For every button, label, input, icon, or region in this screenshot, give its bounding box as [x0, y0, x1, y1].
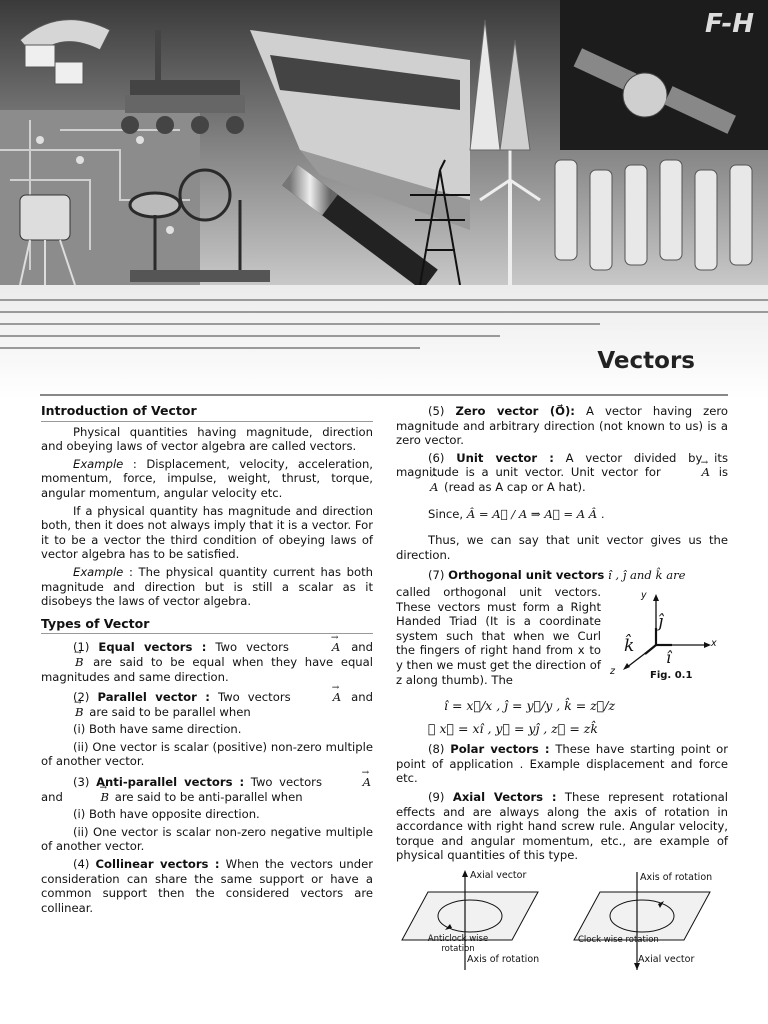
stripe-line — [0, 311, 768, 313]
axis-label-z: z — [610, 666, 615, 677]
title-rule — [40, 394, 728, 396]
item-number: (6) — [428, 450, 457, 465]
term-name: Orthogonal unit vectors — [448, 568, 605, 583]
vector-a-symbol: → A — [668, 465, 712, 480]
since-label: Since, — [428, 506, 464, 521]
text-span: are said to be anti-parallel when — [111, 789, 303, 804]
text-span: Two vectors — [206, 640, 298, 655]
text-span: and — [343, 690, 373, 705]
type-orthogonal-unit-vectors — [396, 568, 728, 583]
intro-paragraph-2: If a physical quantity has magnitude and direction both, then it does not always imply that it is a vector. For it to be a vector the third condition of obeying laws of vector algebra has to be satisfied. — [41, 503, 373, 562]
intro-example-2 — [41, 565, 373, 609]
axis-of-rotation-label: Axis of rotation — [640, 872, 713, 883]
item-number: (2) — [73, 690, 98, 705]
vector-a-symbol: → A — [329, 775, 373, 790]
unit-vector-j-label: ĵ — [658, 612, 664, 632]
item-number: (7) — [428, 568, 449, 583]
orthogonal-equation-1: î = x⃗/x , ĵ = y⃗/y , k̂ = z⃗/z — [444, 698, 616, 714]
axial-diagram-clockwise — [572, 870, 732, 970]
intro-example — [41, 457, 373, 501]
example-text: : The physical quantity current has both magnitude and direction but is still a scalar as it disobeys the laws of vector algebra. — [41, 564, 373, 609]
stripe-line — [0, 323, 600, 325]
text-span: and — [342, 640, 374, 655]
axis-label-y: y — [641, 590, 647, 601]
section-heading-introduction: Introduction of Vector — [41, 404, 373, 422]
anti-parallel-condition-1: (i) Both have opposite direction. — [73, 807, 260, 822]
type-collinear-vectors — [41, 857, 373, 915]
term-name: Collinear vectors : — [95, 857, 220, 872]
vector-a-symbol: → A — [298, 640, 342, 655]
term-name: Unit vector : — [456, 450, 554, 465]
text-span: are said to be parallel when — [85, 704, 251, 719]
stripe-line — [0, 299, 768, 301]
text-span: When the vectors under consideration can share the same support or have a common support then the considered vectors are collinear. — [41, 857, 373, 915]
unit-vector-a-symbol: ^ A — [396, 480, 440, 495]
text-span: Two vectors — [244, 775, 329, 790]
svg-text:F-H: F-H — [705, 9, 755, 39]
type-polar-vectors — [396, 742, 728, 786]
header-stripes — [0, 285, 768, 400]
term-name: Anti-parallel vectors : — [96, 775, 245, 790]
figure-right-handed-triad — [612, 590, 732, 685]
unit-vector-k-label: k̂ — [624, 636, 635, 656]
parallel-condition-1: (i) Both have same direction. — [73, 722, 242, 737]
collage-illustration — [0, 0, 768, 285]
text-span: A vector divided by its magnitude is a unit vector. Unit vector for — [396, 450, 728, 480]
rotation-label: Clock wise rotation — [578, 935, 659, 945]
intro-paragraph: Physical quantities having magnitude, direction and obeying laws of vector algebra are called vectors. — [41, 424, 373, 454]
figure-caption: Fig. 0.1 — [650, 670, 693, 681]
text-span: A vector having zero magnitude and arbitrary direction (not known to us) is a zero vector. — [396, 404, 728, 448]
text-span: Two vectors — [209, 690, 299, 705]
axis-of-rotation-label: Axis of rotation — [467, 954, 540, 965]
type-equal-vectors — [41, 640, 373, 684]
vector-a-symbol: → A — [299, 690, 343, 705]
vector-b-symbol: → B — [41, 705, 86, 720]
thus-paragraph: Thus, we can say that unit vector gives us the direction. — [396, 533, 728, 562]
axial-diagram-anticlockwise — [400, 870, 550, 970]
since-equation-line — [428, 507, 728, 522]
term-name: Equal vectors : — [98, 640, 207, 655]
stripe-line — [0, 335, 500, 337]
example-label: Example — [73, 456, 124, 471]
anti-parallel-condition-2: (ii) One vector is scalar non-zero negative multiple of another vector. — [41, 824, 373, 854]
axial-vector-label: Axial vector — [638, 954, 695, 965]
term-name: Axial Vectors : — [452, 790, 557, 805]
term-name: Parallel vector : — [97, 690, 210, 705]
example-label: Example — [73, 564, 124, 579]
term-name: Polar vectors : — [450, 742, 550, 757]
orthogonal-description: called orthogonal unit vectors. These vectors must form a Right Handed Triad (It is a coordinate system such that when we Curl the fingers of right hand from x to y then we must get the direction of z along thumb). The — [396, 584, 601, 687]
orthogonal-symbols: î , ĵ and k̂ are — [604, 568, 686, 583]
example-text: : Displacement, velocity, acceleration, momentum, force, impulse, weight, thrust, torque, angular momentum, angular velocity etc. — [41, 456, 373, 500]
text-span: (read as A cap or A hat). — [440, 479, 586, 494]
item-number: (9) — [428, 790, 453, 805]
type-parallel-vector — [41, 690, 373, 719]
axial-vector-label: Axial vector — [470, 870, 527, 881]
rotation-label: Anticlock wise rotation — [427, 934, 489, 954]
type-axial-vectors — [396, 790, 728, 863]
item-number: (3) — [73, 775, 97, 790]
item-number: (1) — [73, 640, 99, 655]
header-collage — [0, 0, 768, 285]
unit-vector-i-label: î — [666, 648, 672, 667]
term-name: Zero vector (O⃗): — [455, 404, 575, 418]
axis-label-x: x — [711, 638, 717, 649]
type-unit-vector — [396, 451, 728, 495]
orthogonal-equation-2: ∴ x⃗ = xî , y⃗ = yĵ , z⃗ = zk̂ — [428, 720, 598, 736]
left-column — [41, 404, 373, 918]
item-number: (4) — [73, 857, 96, 872]
type-anti-parallel-vectors — [41, 775, 373, 804]
text-span: and — [41, 789, 67, 804]
unit-vector-equation: Â = A⃗ / A ⇒ A⃗ = A Â . — [466, 506, 605, 521]
parallel-condition-2: (ii) One vector is scalar (positive) non-zero multiple of another vector. — [41, 739, 373, 769]
stripe-line — [0, 347, 420, 349]
vector-b-symbol: → B — [67, 790, 112, 805]
section-heading-types: Types of Vector — [41, 617, 373, 635]
page-title: Vectors — [597, 348, 695, 374]
text-span: These represent rotational effects and are always along the axis of rotation in accordance with right hand screw rule. Angular velocity, torque and angular momentum, etc., are example of physical quantities of this type. — [396, 790, 729, 863]
type-zero-vector — [396, 404, 728, 448]
item-number: (8) — [428, 742, 451, 757]
text-span: are said to be equal when they have equal magnitudes and same direction. — [41, 654, 373, 684]
text-span: is — [711, 465, 728, 480]
text-span: These have starting point or point of application . Example displacement and force etc. — [396, 742, 729, 786]
item-number: (5) — [428, 404, 456, 418]
vector-b-symbol: → B — [41, 655, 86, 670]
